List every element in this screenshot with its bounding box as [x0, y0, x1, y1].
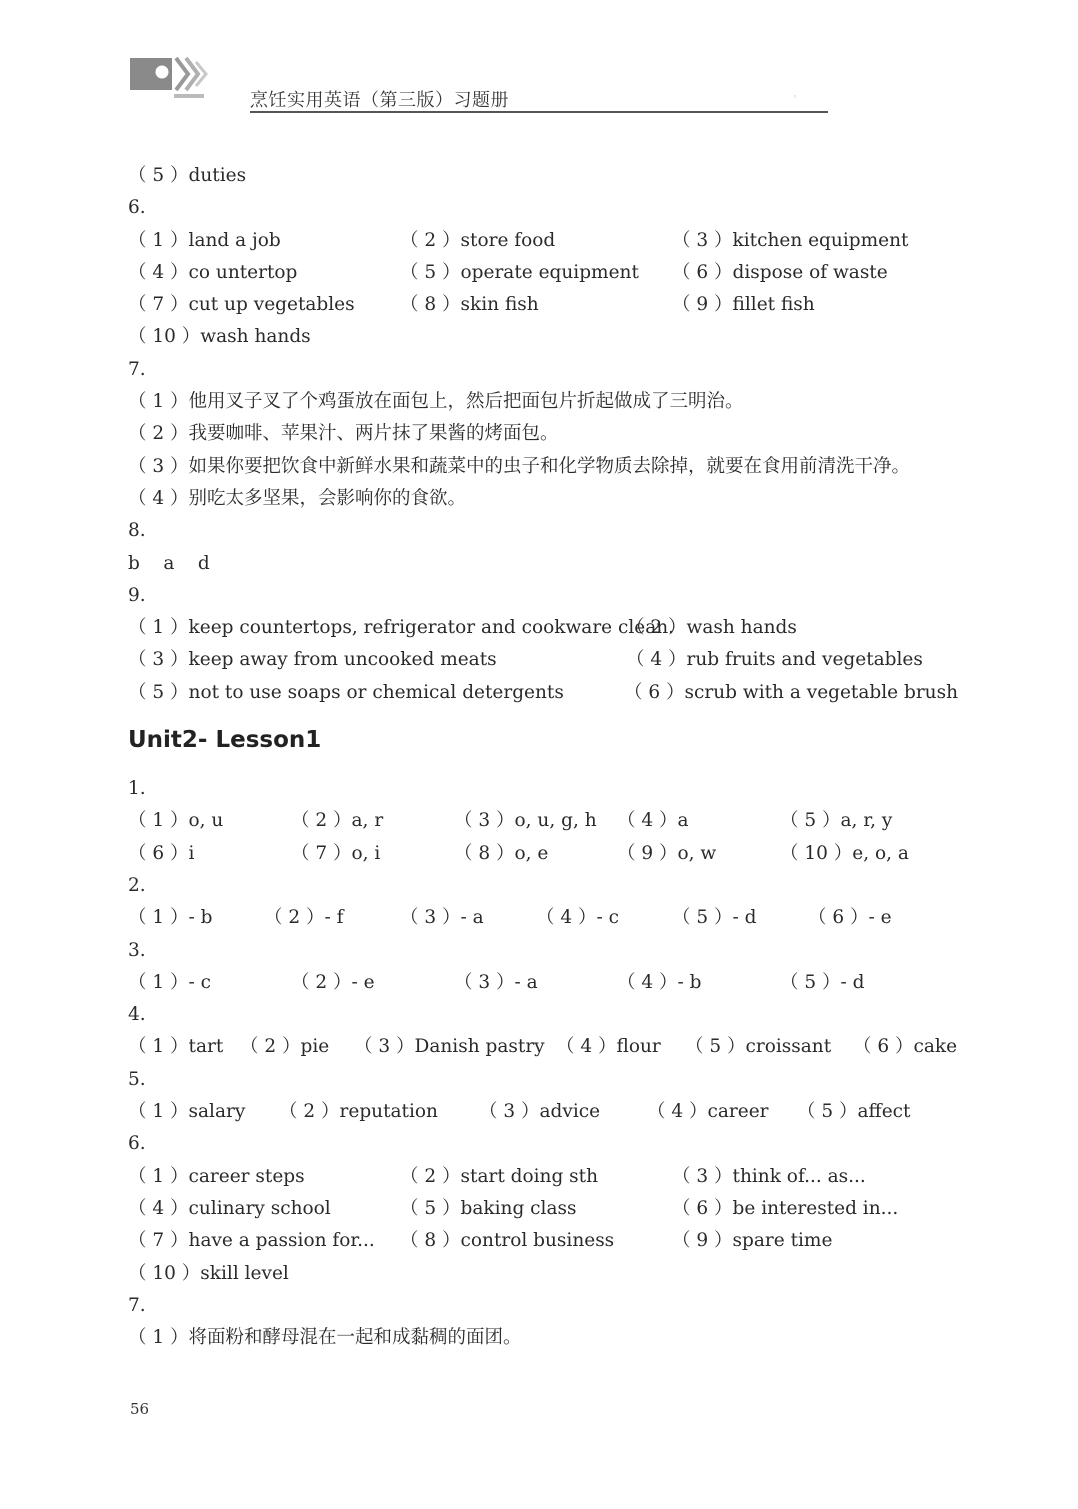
translation-item: （ 4 ）别吃太多坚果，会影响你的食欲。 — [128, 487, 467, 509]
answer-row: （ 1 ）keep countertops, refrigerator and cookware clean. （ 2 ）wash hands — [128, 617, 797, 639]
book-title: 烹饪实用英语（第三版）习题册 — [250, 90, 509, 111]
answer-line: （ 10 ）wash hands — [128, 326, 311, 348]
answer-row: （ 1 ）land a job （ 2 ）store food （ 3 ）kitchen equipment — [128, 229, 909, 251]
question-number: 8. — [128, 520, 146, 542]
answer-row: （ 1 ）salary （ 2 ）reputation （ 3 ）advice （ 4 ）career （ 5 ）affect — [128, 1101, 911, 1123]
answer-row: （ 1 ）tart （ 2 ）pie （ 3 ）Danish pastry （ 4 ）flour （ 5 ）croissant （ 6 ）cake — [128, 1036, 958, 1058]
answer-content — [128, 160, 958, 1354]
question-number: 7. — [128, 358, 146, 380]
answer-line: b a d — [128, 552, 210, 574]
question-number: 6. — [128, 197, 146, 219]
answer-row: （ 6 ）i （ 7 ）o, i （ 8 ）o, e （ 9 ）o, w （ 10 ）e, o, a — [128, 842, 909, 864]
translation-item: （ 2 ）我要咖啡、苹果汁、两片抹了果酱的烤面包。 — [128, 423, 559, 445]
answer-row: （ 7 ）have a passion for... （ 8 ）control business （ 9 ）spare time — [128, 1230, 833, 1252]
answer-row: （ 1 ）career steps （ 2 ）start doing sth （ 3 ）think of... as... — [128, 1165, 866, 1187]
question-number: 6. — [128, 1133, 146, 1155]
header-rule — [250, 111, 828, 113]
answer-line: （ 10 ）skill level — [128, 1262, 289, 1284]
translation-item: （ 1 ）将面粉和酵母混在一起和成黏稠的面团。 — [128, 1327, 522, 1349]
answer-row: （ 3 ）keep away from uncooked meats （ 4 ）rub fruits and vegetables — [128, 649, 923, 671]
answer-line: （ 5 ）duties — [128, 165, 247, 186]
question-number: 9. — [128, 584, 146, 606]
section-heading: Unit2- Lesson1 — [128, 727, 322, 754]
question-number: 1. — [128, 778, 146, 800]
answer-row: （ 1 ）o, u （ 2 ）a, r （ 3 ）o, u, g, h （ 4 ）a （ 5 ）a, r, y — [128, 810, 893, 832]
answer-row: （ 5 ）not to use soaps or chemical detergents （ 6 ）scrub with a vegetable brush — [128, 681, 958, 703]
question-number: 4. — [128, 1004, 146, 1026]
answer-row: （ 1 ）- c （ 2 ）- e （ 3 ）- a （ 4 ）- b （ 5 ）- d — [128, 971, 865, 993]
answer-row: （ 7 ）cut up vegetables （ 8 ）skin fish （ 9 ）fillet fish — [128, 294, 815, 316]
question-number: 5. — [128, 1068, 146, 1090]
answer-row: （ 4 ）culinary school （ 5 ）baking class （ 6 ）be interested in... — [128, 1197, 899, 1219]
question-number: 3. — [128, 939, 146, 961]
answer-row: （ 1 ）- b （ 2 ）- f （ 3 ）- a （ 4 ）- c （ 5 ）- d （ 6 ）- e — [128, 907, 892, 929]
header-mark: ◦ — [793, 93, 798, 101]
question-number: 7. — [128, 1294, 146, 1316]
translation-item: （ 1 ）他用叉子叉了个鸡蛋放在面包上，然后把面包片折起做成了三明治。 — [128, 391, 744, 413]
translation-item: （ 3 ）如果你要把饮食中新鲜水果和蔬菜中的虫子和化学物质去除掉，就要在食用前清洗干净。 — [128, 455, 911, 477]
answer-row: （ 4 ）co untertop （ 5 ）operate equipment （ 6 ）dispose of waste — [128, 261, 888, 283]
book-logo — [130, 56, 212, 102]
page-number: 56 — [130, 1400, 150, 1418]
question-number: 2. — [128, 874, 146, 896]
